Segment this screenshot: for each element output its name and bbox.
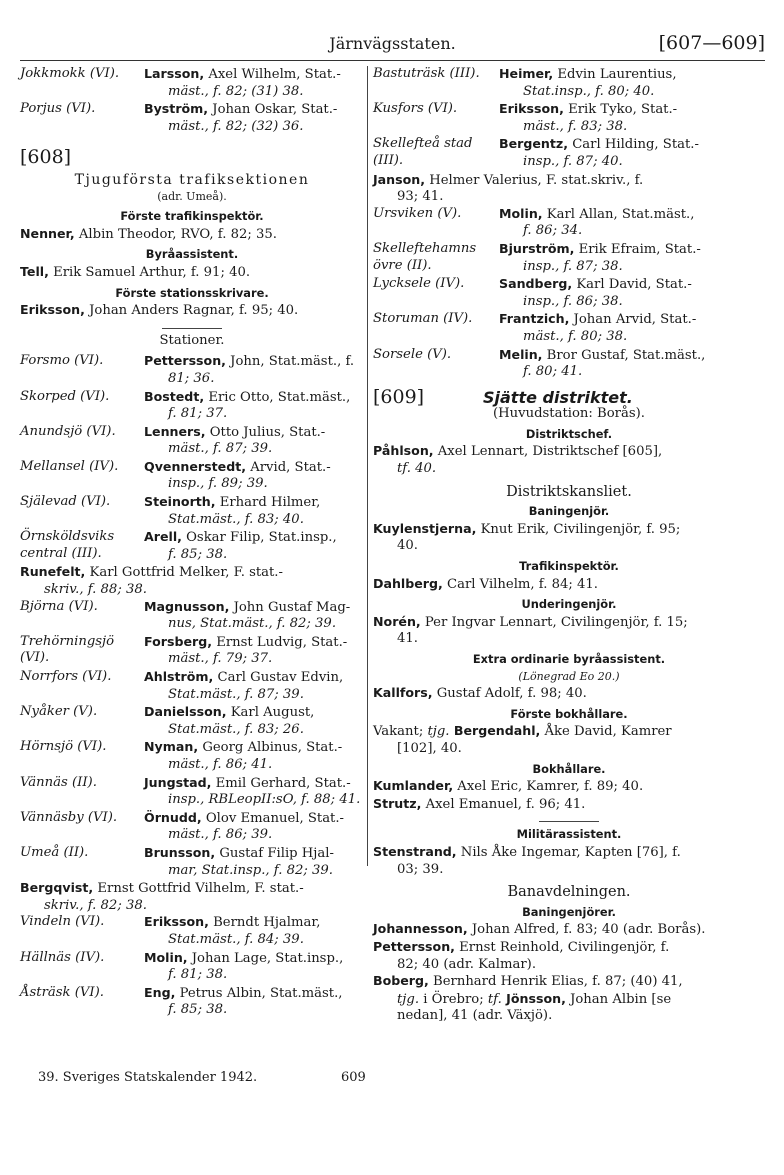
station-place: Skellefteå stad (III). <box>373 136 473 168</box>
station-place: Örnsköldsviks central (III). <box>20 529 115 561</box>
heading-trafikinspektor-right: Trafikinspektör. <box>519 559 619 574</box>
station-person: Melin, Bror Gustaf, Stat.mäst., f. 80; 41. <box>499 346 706 380</box>
station-entry <box>20 529 364 563</box>
station-person: Byström, Johan Oskar, Stat.- mäst., f. 82; (32) 36. <box>144 101 338 134</box>
heading-trafikinspektor: Förste trafikinspektör. <box>120 209 264 224</box>
section-number-608: [608] <box>20 146 72 169</box>
district-title: Sjätte distriktet. <box>483 387 633 407</box>
district-header <box>373 385 765 408</box>
station-entry <box>20 739 364 773</box>
station-entry <box>20 634 364 668</box>
station-place: Mellansel (IV). <box>20 458 119 474</box>
page-range: [607—609] <box>658 32 765 54</box>
heading-extra-byraassistent: Extra ordinarie byråassistent. <box>472 652 666 666</box>
person-runefelt: Runefelt, Karl Gottfrid Melker, F. stat.- skriv., f. 88; 38. <box>20 564 283 598</box>
running-title: Järnvägsstaten. <box>329 34 456 53</box>
salary-grade-note: (Lönegrad Eo 20.) <box>518 669 620 683</box>
station-person: Sandberg, Karl David, Stat.- insp., f. 86; 38. <box>499 276 692 309</box>
station-entry <box>20 353 364 387</box>
heading-forste-bokhallare: Förste bokhållare. <box>510 706 628 721</box>
main-station: (Huvudstation: Borås). <box>493 406 645 422</box>
station-place: Lycksele (IV). <box>373 276 465 292</box>
station-entry <box>20 459 364 493</box>
person-strutz: Strutz, Axel Emanuel, f. 96; 41. <box>373 795 586 812</box>
person-kumlander: Kumlander, Axel Eric, Kamrer, f. 89; 40. <box>373 778 644 795</box>
section-address: (adr. Umeå). <box>157 189 227 203</box>
footer-publication: 39. Sveriges Statskalender 1942. <box>38 1070 258 1085</box>
heading-stationsskrivare: Förste stationsskrivare. <box>115 285 269 300</box>
left-column <box>20 66 364 1020</box>
station-entry <box>20 775 364 809</box>
person-noren: Norén, Per Ingvar Lennart, Civilingenjör, f. 15; 41. <box>373 613 688 647</box>
station-entry <box>373 101 765 135</box>
station-place: Jokkmokk (VI). <box>20 66 120 81</box>
person-stenstrand: Stenstrand, Nils Åke Ingemar, Kapten [76], f. 03; 39. <box>373 843 681 877</box>
short-rule-right <box>539 821 599 822</box>
footer-page-number: 609 <box>341 1070 366 1085</box>
station-place: Sorsele (V). <box>373 346 452 362</box>
station-place: Porjus (VI). <box>20 101 96 117</box>
station-place: Norrfors (VI). <box>20 669 112 684</box>
station-person: Eriksson, Berndt Hjalmar, Stat.mäst., f. 84; 39. <box>144 914 321 947</box>
station-person: Eriksson, Erik Tyko, Stat.- mäst., f. 83; 38. <box>499 101 678 134</box>
heading-militarassistent: Militärassistent. <box>516 827 622 842</box>
station-entry <box>373 347 765 381</box>
heading-baningenjor: Baningenjör. <box>528 504 610 519</box>
station-person: Molin, Johan Lage, Stat.insp., f. 81; 38. <box>144 949 344 983</box>
station-person: Jungstad, Emil Gerhard, Stat.- insp., RBLeopII:sO, f. 88; 41. <box>144 774 361 808</box>
station-person: Arell, Oskar Filip, Stat.insp., f. 85; 38. <box>144 529 337 562</box>
section-number-609: [609] <box>373 385 425 408</box>
heading-distriktschef: Distriktschef. <box>525 426 613 441</box>
heading-banavdelningen: Banavdelningen. <box>507 884 631 901</box>
station-person: Molin, Karl Allan, Stat.mäst., f. 86; 34. <box>499 205 695 239</box>
station-person: Lenners, Otto Julius, Stat.- mäst., f. 87; 39. <box>144 423 326 457</box>
heading-bokhallare: Bokhållare. <box>532 761 606 776</box>
station-place: Skelleftehamns övre (II). <box>373 240 477 273</box>
station-entry <box>373 136 765 170</box>
station-entry <box>20 599 364 633</box>
station-person: Pettersson, John, Stat.mäst., f. 81; 36. <box>144 353 355 386</box>
station-entry <box>20 669 364 703</box>
station-person: Eng, Petrus Albin, Stat.mäst., f. 85; 38. <box>144 984 343 1018</box>
column-divider <box>367 66 368 866</box>
person-kallfors: Kallfors, Gustaf Adolf, f. 98; 40. <box>373 685 587 702</box>
section-title: Tjuguförsta trafiksektionen <box>74 171 310 188</box>
person-dahlberg: Dahlberg, Carl Vilhelm, f. 84; 41. <box>373 575 598 592</box>
station-place: Åsträsk (VI). <box>20 984 104 1000</box>
station-place: Vännäs (II). <box>20 774 97 790</box>
station-entry <box>20 66 364 100</box>
heading-byraassistent: Byråassistent. <box>145 247 239 262</box>
person-nenner: Nenner, Albin Theodor, RVO, f. 82; 35. <box>20 225 277 242</box>
station-person: Bjurström, Erik Efraim, Stat.- insp., f. 87; 38. <box>499 240 701 274</box>
station-person: Örnudd, Olov Emanuel, Stat.- mäst., f. 86; 39. <box>144 809 345 843</box>
station-place: Skorped (VI). <box>20 388 110 404</box>
station-person: Heimer, Edvin Laurentius, Stat.insp., f. 80; 40. <box>499 66 677 99</box>
station-place: Nyåker (V). <box>20 704 98 720</box>
person-janson: Janson, Helmer Valerius, F. stat.skriv., f. 93; 41. <box>373 171 644 205</box>
station-person: Steinorth, Erhard Hilmer, Stat.mäst., f. 83; 40. <box>144 494 321 527</box>
person-boberg: Boberg, Bernhard Henrik Elias, f. 87; (40) 41, tjg. i Örebro; tf. Jönsson, Johan Albin [se nedan], 41 (adr. Växjö). <box>373 973 683 1024</box>
station-person: Qvennerstedt, Arvid, Stat.- insp., f. 89; 39. <box>144 458 331 492</box>
station-person: Magnusson, John Gustaf Mag- nus, Stat.mäst., f. 82; 39. <box>144 598 351 632</box>
station-place: Vännäsby (VI). <box>20 809 118 825</box>
station-person: Danielsson, Karl August, Stat.mäst., f. 83; 26. <box>144 704 315 737</box>
station-person: Brunsson, Gustaf Filip Hjal- mar, Stat.insp., f. 82; 39. <box>144 844 334 878</box>
station-person: Forsberg, Ernst Ludvig, Stat.- mäst., f. 79; 37. <box>144 633 348 667</box>
station-person: Bostedt, Eric Otto, Stat.mäst., f. 81; 37. <box>144 388 351 422</box>
station-entry <box>20 985 364 1019</box>
station-entry <box>373 206 765 240</box>
heading-underingenjor: Underingenjör. <box>521 597 617 612</box>
station-person: Larsson, Axel Wilhelm, Stat.- mäst., f. 82; (31) 38. <box>144 66 341 99</box>
station-place: Trehörningsjö (VI). <box>20 633 115 666</box>
station-entry <box>20 704 364 738</box>
station-person: Nyman, Georg Albinus, Stat.- mäst., f. 86; 41. <box>144 739 343 772</box>
station-person: Frantzich, Johan Arvid, Stat.- mäst., f. 80; 38. <box>499 311 697 344</box>
station-entry <box>20 389 364 423</box>
station-place: Björna (VI). <box>20 598 98 614</box>
station-place: Forsmo (VI). <box>20 353 104 369</box>
person-pahlson: Påhlson, Axel Lennart, Distriktschef [605], tf. 40. <box>373 443 663 477</box>
station-person: Ahlström, Carl Gustav Edvin, Stat.mäst., f. 87; 39. <box>144 669 344 702</box>
heading-baningenjorer: Baningenjörer. <box>522 904 616 919</box>
page-footer <box>38 1070 366 1085</box>
station-entry <box>373 66 765 100</box>
station-entry <box>373 241 765 275</box>
station-place: Ursviken (V). <box>373 205 462 221</box>
station-entry <box>20 914 364 948</box>
stations-label: Stationer. <box>159 332 225 348</box>
station-place: Umeå (II). <box>20 844 89 860</box>
station-entry <box>20 950 364 984</box>
right-column <box>373 66 765 1025</box>
person-johannesson: Johannesson, Johan Alfred, f. 83; 40 (adr. Borås). <box>373 921 706 938</box>
station-place: Anundsjö (VI). <box>20 423 116 439</box>
station-place: Bastuträsk (III). <box>373 66 480 81</box>
station-place: Vindeln (VI). <box>20 914 105 930</box>
short-rule <box>162 328 222 329</box>
station-person: Bergentz, Carl Hilding, Stat.- insp., f. 87; 40. <box>499 136 699 169</box>
person-eriksson: Eriksson, Johan Anders Ragnar, f. 95; 40. <box>20 302 299 319</box>
person-tell: Tell, Erik Samuel Arthur, f. 91; 40. <box>20 263 251 280</box>
header-rule <box>20 60 765 61</box>
station-entry <box>20 845 364 879</box>
station-place: Hällnäs (IV). <box>20 949 105 965</box>
person-bergqvist: Bergqvist, Ernst Gottfrid Vilhelm, F. stat.- skriv., f. 82; 38. <box>20 880 304 913</box>
station-entry <box>373 276 765 310</box>
station-entry <box>373 311 765 345</box>
station-place: Själevad (VI). <box>20 494 111 510</box>
station-entry <box>20 810 364 844</box>
station-place: Storuman (IV). <box>373 311 473 327</box>
person-pettersson: Pettersson, Ernst Reinhold, Civilingenjör, f. 82; 40 (adr. Kalmar). <box>373 938 670 972</box>
page-header <box>20 34 765 62</box>
station-place: Kusfors (VI). <box>373 101 458 117</box>
station-entry <box>20 424 364 458</box>
heading-distriktskansliet: Distriktskansliet. <box>506 483 632 500</box>
station-entry <box>20 494 364 528</box>
person-bergendahl: Vakant; tjg. Bergendahl, Åke David, Kamrer [102], 40. <box>373 723 672 756</box>
station-entry <box>20 101 364 135</box>
person-kuylenstjerna: Kuylenstjerna, Knut Erik, Civilingenjör, f. 95; 40. <box>373 520 681 554</box>
station-place: Hörnsjö (VI). <box>20 739 107 755</box>
